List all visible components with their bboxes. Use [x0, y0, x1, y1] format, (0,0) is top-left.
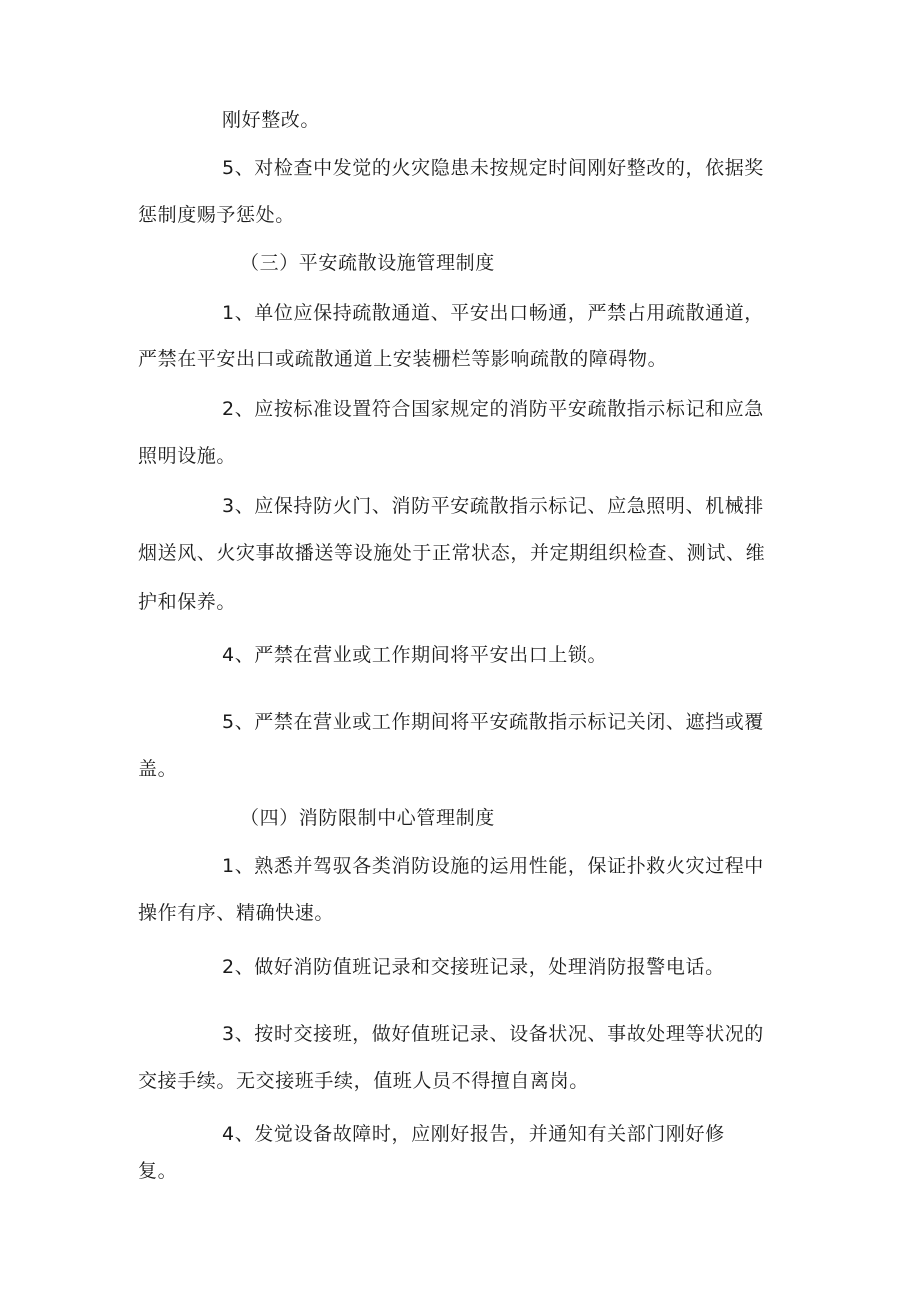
text-line: 护和保养。: [138, 591, 237, 613]
text-line: 刚好整改。: [222, 109, 321, 131]
text-line: 2、应按标准设置符合国家规定的消防平安疏散指示标记和应急: [222, 398, 764, 420]
text-line: 1、熟悉并驾驭各类消防设施的运用性能，保证扑救火灾过程中: [222, 855, 764, 877]
text-line: 5、对检查中发觉的火灾隐患未按规定时间刚好整改的，依据奖: [222, 157, 764, 179]
section-heading: （三）平安疏散设施管理制度: [240, 252, 495, 274]
text-line: 照明设施。: [138, 445, 237, 467]
text-line: 交接手续。无交接班手续，值班人员不得擅自离岗。: [138, 1070, 589, 1092]
text-line: 5、严禁在营业或工作期间将平安疏散指示标记关闭、遮挡或覆: [222, 711, 764, 733]
text-line: 操作有序、精确快速。: [138, 902, 335, 924]
section-heading: （四）消防限制中心管理制度: [240, 807, 495, 829]
text-line: 惩制度赐予惩处。: [138, 204, 295, 226]
text-line: 严禁在平安出口或疏散通道上安装栅栏等影响疏散的障碍物。: [138, 348, 668, 370]
text-line: 烟送风、火灾事故播送等设施处于正常状态，并定期组织检查、测试、维: [138, 542, 766, 564]
text-line: 盖。: [138, 758, 178, 780]
text-line: 4、严禁在营业或工作期间将平安出口上锁。: [222, 644, 608, 666]
text-line: 2、做好消防值班记录和交接班记录，处理消防报警电话。: [222, 956, 725, 978]
text-line: 3、应保持防火门、消防平安疏散指示标记、应急照明、机械排: [222, 495, 764, 517]
text-line: 3、按时交接班，做好值班记录、设备状况、事故处理等状况的: [222, 1023, 764, 1045]
text-line: 复。: [138, 1160, 178, 1182]
text-line: 4、发觉设备故障时，应刚好报告，并通知有关部门刚好修: [222, 1123, 725, 1145]
text-line: 1、单位应保持疏散通道、平安出口畅通，严禁占用疏散通道，: [222, 302, 764, 324]
